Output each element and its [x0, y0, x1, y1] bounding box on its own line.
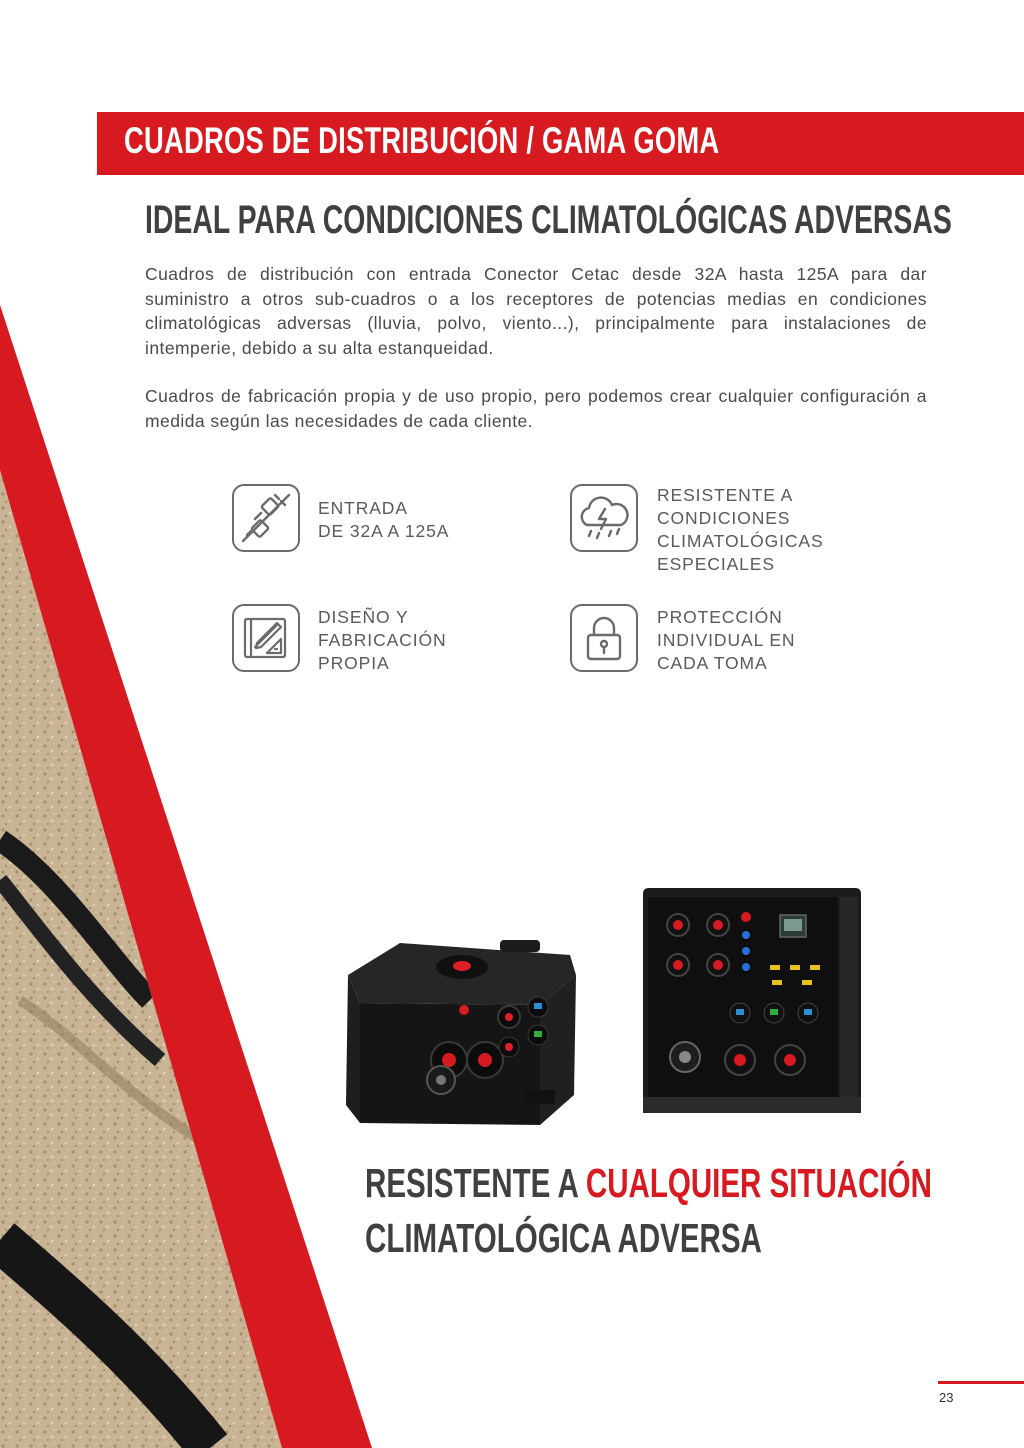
page-subtitle: IDEAL PARA CONDICIONES CLIMATOLÓGICAS ADVERSAS [145, 198, 952, 242]
description-paragraph: Cuadros de fabricación propia y de uso propio, pero podemos crear cualquier configuración a medida según las necesidades de cada cliente. [145, 386, 927, 431]
section-title: CUADROS DE DISTRIBUCIÓN / GAMA GOMA [124, 120, 720, 161]
page-number-rule [938, 1381, 1024, 1384]
blueprint-pencil-icon [232, 604, 300, 672]
feature-text: PROTECCIÓN INDIVIDUAL EN CADA TOMA [657, 607, 796, 673]
tagline-line-2: CLIMATOLÓGICA ADVERSA [365, 1215, 762, 1261]
product-image-small-box [340, 935, 580, 1130]
feature-text: RESISTENTE A CONDICIONES CLIMATOLÓGICAS ESPECIALES [657, 485, 824, 574]
feature-text: DISEÑO Y FABRICACIÓN PROPIA [318, 607, 447, 673]
padlock-icon [570, 604, 638, 672]
description-paragraph: Cuadros de distribución con entrada Conector Cetac desde 32A hasta 125A para dar suministro a otros sub-cuadros o a los receptores de potencias medias en condiciones climatológicas adversas (lluvia, polvo, viento...), principalmente para instalaciones de intemperie, debido a su alta estanqueidad. [145, 264, 927, 358]
feature-text: ENTRADA DE 32A A 125A [318, 498, 450, 541]
storm-cloud-icon [570, 484, 638, 552]
product-image-large-cabinet [640, 885, 865, 1118]
tagline-line-1: RESISTENTE A CUALQUIER SITUACIÓN [365, 1160, 932, 1206]
plug-icon [232, 484, 300, 552]
page-number: 23 [939, 1390, 954, 1405]
